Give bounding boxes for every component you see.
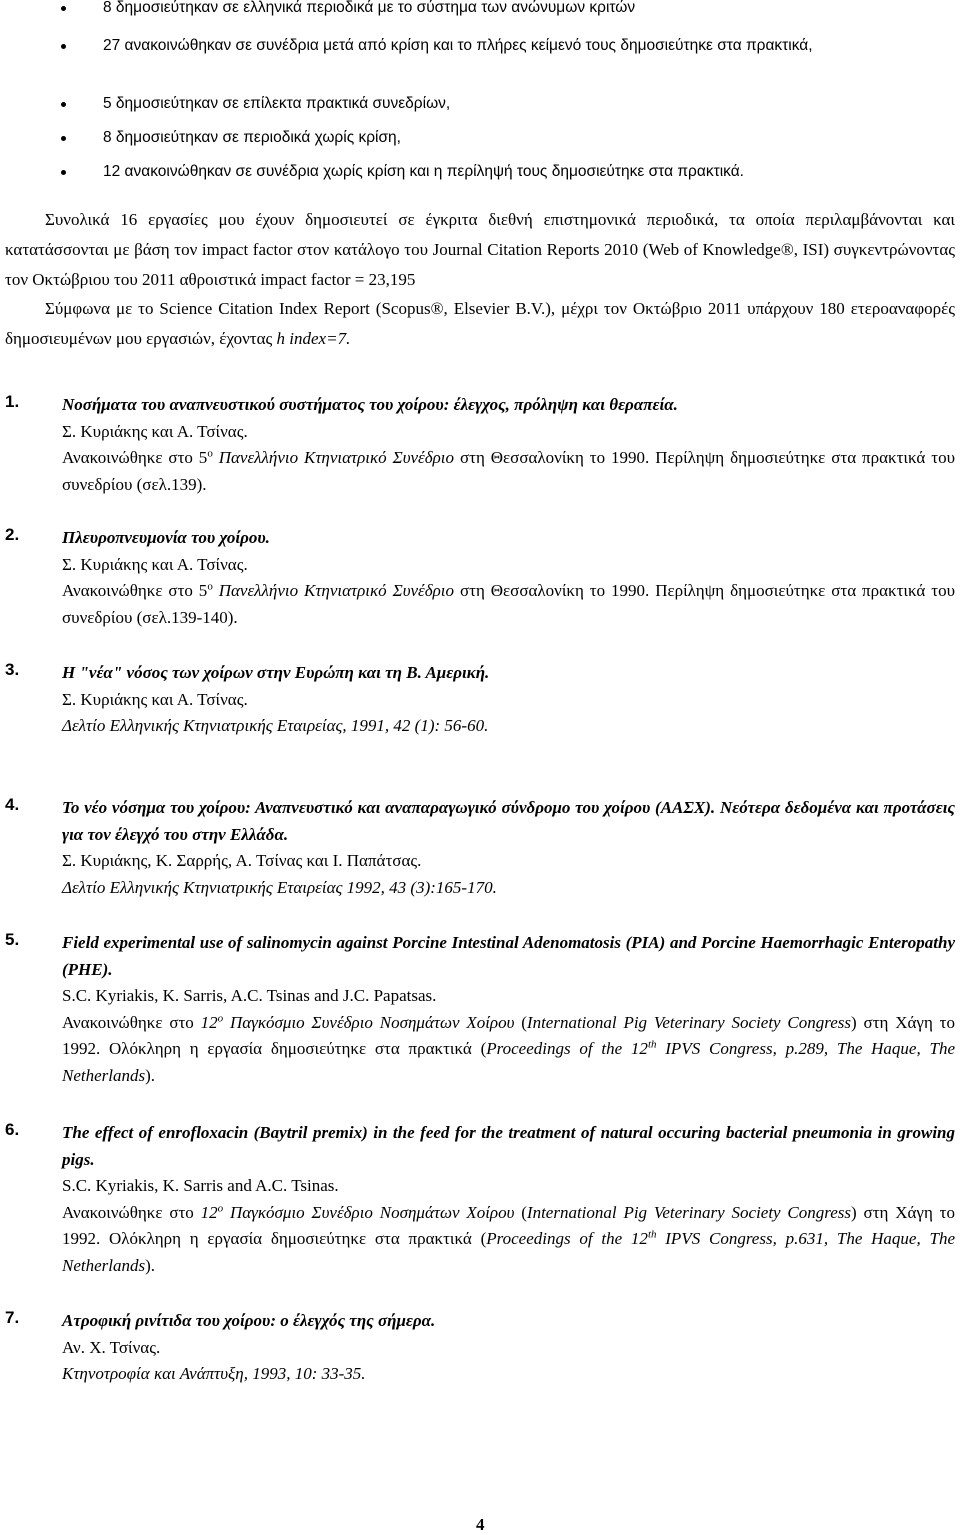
publication-3 (5, 660, 955, 740)
bullet-icon (61, 44, 66, 49)
publication-authors: Αν. Χ. Τσίνας. (62, 1337, 161, 1357)
publication-number: 7. (5, 1308, 20, 1327)
publication-authors: Σ. Κυριάκης και Α. Τσίνας. (62, 421, 248, 441)
citation-paragraph: Σύμφωνα με το Science Citation Index Report (Scopus®, Elsevier B.V.), μέχρι τον Οκτώβριο 2011 υπάρχουν 180 ετεροαναφορές δημοσιευμένων μου εργασιών, έχοντας h index=7. (5, 299, 955, 348)
publication-title: Νοσήματα του αναπνευστικού συστήματος του χοίρου: έλεγχος, πρόληψη και θεραπεία. (62, 395, 678, 414)
publication-title: Field experimental use of salinomycin against Porcine Intestinal Adenomatosis (PIA) and Porcine Haemorrhagic Enteropathy (PHE). (62, 933, 955, 979)
publication-authors: Σ. Κυριάκης, Κ. Σαρρής, Α. Τσίνας και Ι. Παπάτσας. (62, 851, 422, 870)
publication-number: 4. (5, 795, 20, 814)
publication-authors: Σ. Κυριάκης και Α. Τσίνας. (62, 554, 248, 574)
publication-authors: S.C. Kyriakis, K. Sarris and A.C. Tsinas. (62, 1176, 339, 1195)
list-item (70, 33, 955, 59)
list-item (70, 125, 955, 151)
publication-number: 5. (5, 930, 20, 949)
publication-7 (5, 1308, 955, 1388)
summary-paragraph: Συνολικά 16 εργασίες μου έχουν δημοσιευτεί σε έγκριτα διεθνή επιστημονικά περιοδικά, τα οποία περιλαμβάνονται και κατατάσσονται με βάση τον impact factor στον κατάλογο του Journal Citation Reports 2010 (Web of Knowledge®, ISI) συγκεντρώνοντας τον Οκτώβριου του 2011 αθροιστικά impact factor = 23,195 (5, 210, 955, 289)
publication-number: 3. (5, 660, 20, 679)
bullet-text: 5 δημοσιεύτηκαν σε επίλεκτα πρακτικά συνεδρίων, (103, 95, 451, 112)
publication-title: Ατροφική ρινίτιδα του χοίρου: ο έλεγχός της σήμερα. (62, 1311, 436, 1330)
bullet-text: 27 ανακοινώθηκαν σε συνέδρια μετά από κρίση και το πλήρες κείμενό τους δημοσιεύτηκε στα πρακτικά, (103, 37, 813, 54)
bullet-icon (61, 6, 66, 11)
publication-venue: Δελτίο Ελληνικής Κτηνιατρικής Εταιρείας 1992, 43 (3):165-170. (62, 877, 497, 897)
publication-venue: Ανακοινώθηκε στο $5^o$ Πανελλήνιο Κτηνιατρικό Συνέδριο στη Θεσσαλονίκη το 1990. Περίληψη δημοσιεύτηκε στα πρακτικά του συνεδρίου (σελ.139-140). (62, 580, 955, 627)
publication-6 (5, 1120, 955, 1279)
bullet-icon (61, 102, 66, 107)
bullet-icon (61, 136, 66, 141)
list-item (70, 91, 955, 117)
publication-5 (5, 930, 955, 1089)
publication-title: Το νέο νόσημα του χοίρου: Αναπνευστικό και αναπαραγωγικό σύνδρομο του χοίρου (ΑΑΣΧ). Νεότερα δεδομένα και προτάσεις για τον έλεγχό του στην Ελλάδα. (62, 798, 955, 844)
publication-number: 2. (5, 525, 20, 544)
publication-title: Πλευροπνευμονία του χοίρου. (62, 528, 270, 547)
publication-venue: Ανακοινώθηκε στο $5^o$ Πανελλήνιο Κτηνιατρικό Συνέδριο στη Θεσσαλονίκη το 1990. Περίληψη δημοσιεύτηκε στα πρακτικά του συνεδρίου (σελ.139). (62, 447, 955, 494)
publication-2 (5, 525, 955, 631)
publication-title: The effect of enrofloxacin (Baytril premix) in the feed for the treatment of natural occuring bacterial pneumonia in growing pigs. (62, 1123, 955, 1169)
bullet-text: 12 ανακοινώθηκαν σε συνέδρια χωρίς κρίση και η περίληψή τους δημοσιεύτηκε στα πρακτικά. (103, 163, 744, 180)
publication-venue: Ανακοινώθηκε στο $12^o$ Παγκόσμιο Συνέδριο Νοσημάτων Χοίρου (International Pig Veterinary Society Congress) στη Χάγη το 1992. Ολόκληρη η εργασία δημοσιεύτηκε στα πρακτικά (Proceedings of the 12th IPVS Congress, p.289, The Haque, The Netherlands). (62, 1011, 955, 1085)
list-item (70, 0, 955, 21)
bullet-text: 8 δημοσιεύτηκαν σε περιοδικά χωρίς κρίση, (103, 129, 401, 146)
publication-authors: Σ. Κυριάκης και Α. Τσίνας. (62, 689, 248, 709)
bullet-icon (61, 170, 66, 175)
publication-venue: Κτηνοτροφία και Ανάπτυξη, 1993, 10: 33-35. (62, 1364, 366, 1383)
publication-4 (5, 795, 955, 901)
publication-number: 6. (5, 1120, 20, 1139)
publication-venue: Ανακοινώθηκε στο $12^o$ Παγκόσμιο Συνέδριο Νοσημάτων Χοίρου (International Pig Veterinary Society Congress) στη Χάγη το 1992. Ολόκληρη η εργασία δημοσιεύτηκε στα πρακτικά (Proceedings of the 12th IPVS Congress, p.631, The Haque, The Netherlands). (62, 1201, 955, 1275)
publication-venue: Δελτίο Ελληνικής Κτηνιατρικής Εταιρείας, 1991, 42 (1): 56-60. (62, 716, 489, 735)
page-number: 4 (476, 1515, 485, 1534)
list-item (70, 159, 955, 185)
publication-title: Η "νέα" νόσος των χοίρων στην Ευρώπη και τη Β. Αμερική. (62, 663, 490, 682)
bullet-text: 8 δημοσιεύτηκαν σε ελληνικά περιοδικά με το σύστημα των ανώνυμων κριτών (103, 0, 636, 16)
publication-number: 1. (5, 392, 20, 411)
publication-1 (5, 392, 955, 498)
publication-authors: S.C. Kyriakis, K. Sarris, A.C. Tsinas and J.C. Papatsas. (62, 986, 437, 1005)
